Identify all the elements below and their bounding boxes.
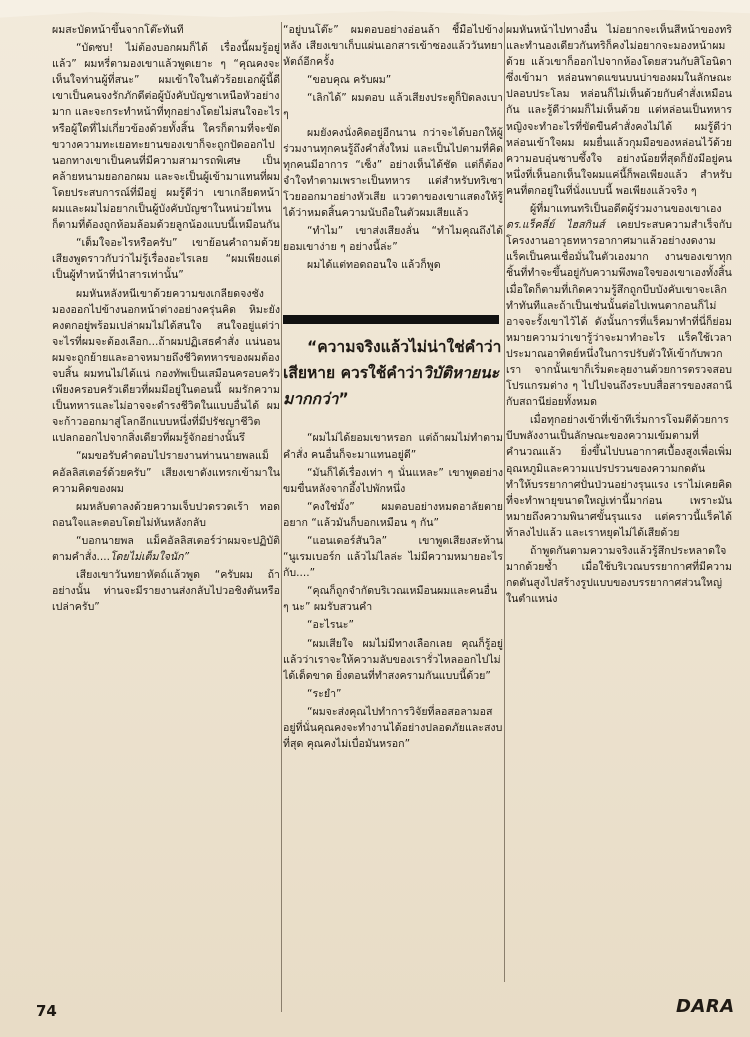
paragraph: “ผมจะส่งคุณไปทำการวิจัยที่ลอสอลามอส อยู่ที่นั่นคุณคงจะทำงานได้อย่างปลอดภัยและสงบที่สุด คุณคงไม่เบื่อมันหรอก” (283, 705, 503, 751)
quote-italic: โดยไม่เต็มใจนัก” (109, 551, 190, 563)
paragraph: เสียงเขาวันทยาหัตถ์แล้วพูด “ครับผม ถ้าอย่างนั้น ท่านจะมีรายงานส่งกลับไปวอชิงตันหรือเปล่าครับ” (52, 569, 280, 614)
paragraph: เมื่อทุกอย่างเข้าที่เข้าทีเริ่มการโจมตีด้วยการบีบพลังงานเป็นลักษณะของความเข้มตามที่คำนวณแล้ว ยิ่งขึ้นไปบนอากาศเบื้องสูงเพื่อเพิ่มอุณหภูมิและความแปรปรวนของความกดดัน ทำให้บรรยากาศปั่นป่วนอย่างรุนแรง เราไม่เคยคิดที่จะทำพายุขนาดใหญ่เท่านี้มาก่อน เพราะมันหมายถึงความพินาศขั้นรุนแรง แต่คราวนี้แร็คได้ท้าลงไปแล้ว และเราหยุดไม่ได้เสียด้วย (506, 414, 732, 539)
column-1 (52, 22, 280, 1007)
paragraph: “ทำไม” เขาส่งเสียงลั่น “ทำไมคุณถึงได้ยอมเขาง่าย ๆ อย่างนี้ล่ะ” (283, 225, 503, 254)
quote-text: “บอกนายพล แม็คอัลลิสเตอร์ว่าผมจะปฏิบัติตามคำสั่ง.... (52, 534, 280, 563)
paragraph: “อะไรนะ” (307, 619, 354, 632)
paragraph: ผมหลับตาลงด้วยความเจ็บปวดรวดเร้า ทอดถอนใจและตอบโดยไม่หันหลังกลับ (52, 500, 280, 529)
paragraph-text: เคยประสบความสำเร็จกับโครงงานอาวุธทหารอากาศมาแล้วอย่างงดงาม แร็คเป็นคนเชื่อมั่นในตัวเองมาก งานของเขาทุกชิ้นที่ทำจะขึ้นอยู่กับความพึงพอใจของเขาเองทั้งสิ้น เมื่อใดก็ตามที่เกิดความรู้สึกถูกบีบบังคับเขาจะเลิกทำทันทีและถ้าเป็นเช่นนั้นต่อไปเพนตากอนก็ไม่อาจจะรั้งเขาไว้ได้ ดังนั้นการที่แร็คมาทำที่นี่ก็ย่อมหมายความว่าเขารู้ว่าจะมาทำอะไร แร็คใช้เวลาประมาณอาทิตย์หนึ่งในการปรับตัวให้เข้ากับพวกเรา จากนั้นเขาก็เริ่มตะลุยงานด้วยการตรวจสอบโปรแกรมต่าง ๆ ไปไปจนถึงระบบสื่อสารของสถานีกับสถานีย่อยทั้งหมด (506, 219, 732, 409)
pull-quote (283, 315, 503, 412)
column-3 (506, 22, 732, 982)
paragraph: “แอนเดอร์สันวิล” เขาพูดเสียงสะท้าน “นูเรมเบอร์ก แล้วไม่ไลล่ะ ไม่มีความหมายอะไรกับ....” (283, 534, 503, 580)
pull-quote-main: “ความจริงแล้วไม่น่าใช่คำว่าเสียหาย ควรใช้คำว่า (283, 338, 502, 383)
paragraph: ผมได้แต่ทอดถอนใจ แล้วก็พูด (307, 259, 441, 272)
paragraph (506, 201, 732, 410)
pull-quote-italic: วิบัติหายนะมากกว่า (283, 364, 500, 409)
paragraph: ถ้าพูดกันตามความจริงแล้วรู้สึกประหลาดใจมากด้วยซ้ำ เมื่อใช้บริเวณบรรยากาศที่มีความกดดันสูงไปสร้างรูปแบบของบรรยากาศส่วนใหญ่ในตำแหน่ง (506, 545, 732, 606)
pull-quote-bar (283, 315, 499, 324)
column-2 (283, 22, 503, 977)
column-divider (504, 22, 505, 982)
paragraph: “คุณก็ถูกจำกัดบริเวณเหมือนผมและคนอื่น ๆ นะ” ผมรับสวนคำ (283, 585, 498, 614)
paragraph: “ขอบคุณ ครับผม” (307, 74, 392, 87)
paragraph: ผมสะบัดหน้าขึ้นจากโต๊ะทันที (52, 24, 184, 36)
pull-quote-text (283, 334, 503, 412)
paragraph: “คงใช่มั้ง” ผมตอบอย่างหมดอาลัยตายอยาก “แล้วมันก็บอกเหมือน ๆ กัน” (283, 500, 503, 529)
magazine-logo: DARA (676, 996, 735, 1017)
torn-top-edge (0, 0, 750, 22)
paragraph-quote (52, 533, 280, 565)
paragraph: “ระยำ” (307, 687, 342, 700)
paragraph: “ผมเสียใจ ผมไม่มีทางเลือกเลย คุณก็รู้อยู่แล้วว่าเราจะให้ความลับของเรารั่วไหลออกไปไม่ได้เด็ดขาด ยิ่งตอนที่ทำสงครามกันแบบนี้ด้วย” (283, 637, 503, 682)
paragraph: “ผมไม่ได้ยอมเขาหรอก แต่ถ้าผมไม่ทำตามคำสั่ง คนอื่นก็จะมาแทนอยู่ดี” (283, 432, 503, 461)
pull-quote-close: ” (338, 390, 349, 409)
page-number: 74 (36, 1002, 57, 1020)
paragraph: ผมหันหลังหนีเขาด้วยความขงเกลียดจงชัง มองออกไปข้างนอกหน้าต่างอย่างครุ่นคิด หิมะยังคงตกอยู่พร้อมเปล่าผมไม่ได้สนใจ สนใจอยู่แต่ว่าจะไรที่ผมจะต้องเลือก...ถ้าผมปฏิเสธคำสั่ง แน่นอน ผมจะถูกย้ายและอาจหมายถึงชีวิตทหารของผมต้องจบสิ้น ผมทนไม่ได้แน่ กองทัพเป็นเสมือนครอบครัวเพียงครอบครัวเดียวที่ผมมีอยู่ในตอนนี้ ผมรักความเป็นทหารและไม่อาจจะดำรงชีวิตในแบบอื่นได้ ผมจะก้าวออกมาสู่โลกอีกแบบหนึ่งที่มีปรัชญาชีวิตแปลกออกไปจากสิ่งเดียวที่ผมรู้จักอย่างนั้นรึ (52, 287, 280, 445)
paragraph: ผมหันหน้าไปทางอื่น ไม่อยากจะเห็นสีหน้าของทริ และทำนองเดียวกันทริก็คงไม่อยากจะมองหน้าผมด้วย แล้วเขาก็ออกไปจากห้องโดยสวนกับสิโอนิดาซึ่งเข้ามา หล่อนพาดแขนบนบ่าของผมในลักษณะปลอบประโลม หล่อนก็ไม่เห็นด้วยกับคำสั่งเหมือนกัน และรู้ดีว่าผมก็ไม่เห็นด้วย แต่หล่อนเป็นทหารหญิงจะทำอะไรที่ขัดขืนคำสั่งคงไม่ได้ ผมรู้ดีว่าหล่อนเข้าใจผม ผมยื่นแล้วกุมมือของหล่อนไว้ด้วยความอบอุ่นซาบซึ้งใจ อย่างน้อยที่สุดก็ยังมีอยู่คนหนึ่งที่เห็นอกเห็นใจผมแค่นี้ก็พอเพียงแล้ว สำหรับคนที่ตกอยู่ในที่นั่งแบบนี้ พอเพียงแล้วจริง ๆ (506, 24, 732, 197)
paragraph: “มันก็ได้เรื่องเท่า ๆ นั่นแหละ” เขาพูดอย่างขมขื่นหลังจากอึ้งไปพักหนึ่ง (283, 466, 503, 495)
paragraph: “เต็มใจอะไรหรือครับ” เขาย้อนคำถามด้วยเสียงพูดราวกับว่าไม่รู้เรื่องอะไรเลย “ผมเพียงแต่เป็นผู้ทำหน้าที่นำสารเท่านั้น” (52, 237, 280, 282)
paragraph-text: ผู้ที่มาแทนทริเป็นอดีตผู้ร่วมงานของเขาเอง (530, 203, 722, 216)
paragraph: “เลิกได้” ผมตอบ แล้วเสียงประตูก็ปิดลงเบา ๆ (283, 92, 503, 121)
paragraph: ผมยังคงนั่งคิดอยู่อีกนาน กว่าจะได้บอกให้ผู้ร่วมงานทุกคนรู้ถึงคำสั่งใหม่ และเป็นไปตามที่คิด ทุกคนมีอาการ “เซ็ง” อย่างเห็นได้ชัด แต่ก็ต้องจำใจทำตามเพราะเป็นทหาร แต่สำหรับทริเซาโวยออกมาอย่างหัวเสีย แววตาของเขาแสดงให้รู้ได้ว่าหมดสิ้นความนับถือในตัวผมเสียแล้ว (283, 126, 503, 220)
column-divider (281, 22, 282, 1012)
person-name: ดร.แร็คลี่ย์ ไฮสกินส์ (506, 219, 605, 232)
paragraph: “ผมขอรับคำตอบไปรายงานท่านนายพลแม็คอัลลิสเตอร์ด้วยครับ” เสียงเขาดังแทรกเข้ามาในความคิดของผม (52, 450, 280, 495)
paragraph: “บัดซบ! ไม่ต้องบอกผมก็ได้ เรื่องนี้ผมรู้อยู่แล้ว” ผมหรี่ตามองเขาแล้วพูดเยาะ ๆ “คุณคงจะเห็นใจท่านผู้ที่สนะ” ผมเข้าใจในตัวร้อยเอกผู้นี้ดี เขาเป็นคนจงรักภักดีต่อผู้บังคับบัญชาเหนือหัวอย่างมาก และจะกระทำหน้าที่ทุกอย่างโดยไม่สนใจอะไรหรือผู้ใดที่ไม่เกี่ยวข้องด้วยทั้งสิ้น ใครก็ตามที่จะขัดขวางความทะเยอทะยานของเขาก็จะถูกปัดออกไปนอกทางเขาเป็นคนที่มีความสามารถพิเศษ เป็นคล้ายหนามยอกอกผม และจะเป็นผู้เข้ามาแทนที่ผม โดยประสบการณ์ที่มีอยู่ ผมรู้ดีว่า เขาเกลียดหน้าผมและผมไม่อยากเป็นผู้บังคับบัญชาในหน่วยไหนก็ตามที่ต้องถูกห้อมล้อมด้วยลูกน้องแบบนี้เหมือนกัน (52, 42, 280, 232)
paragraph: “อยู่บนโต๊ะ” ผมตอบอย่างอ่อนล้า ชี้มือไปข้างหลัง เสียงเขาเก็บแผ่นเอกสารเข้าซองแล้ววันทยาหัตถ์อีกครั้ง (283, 24, 503, 69)
